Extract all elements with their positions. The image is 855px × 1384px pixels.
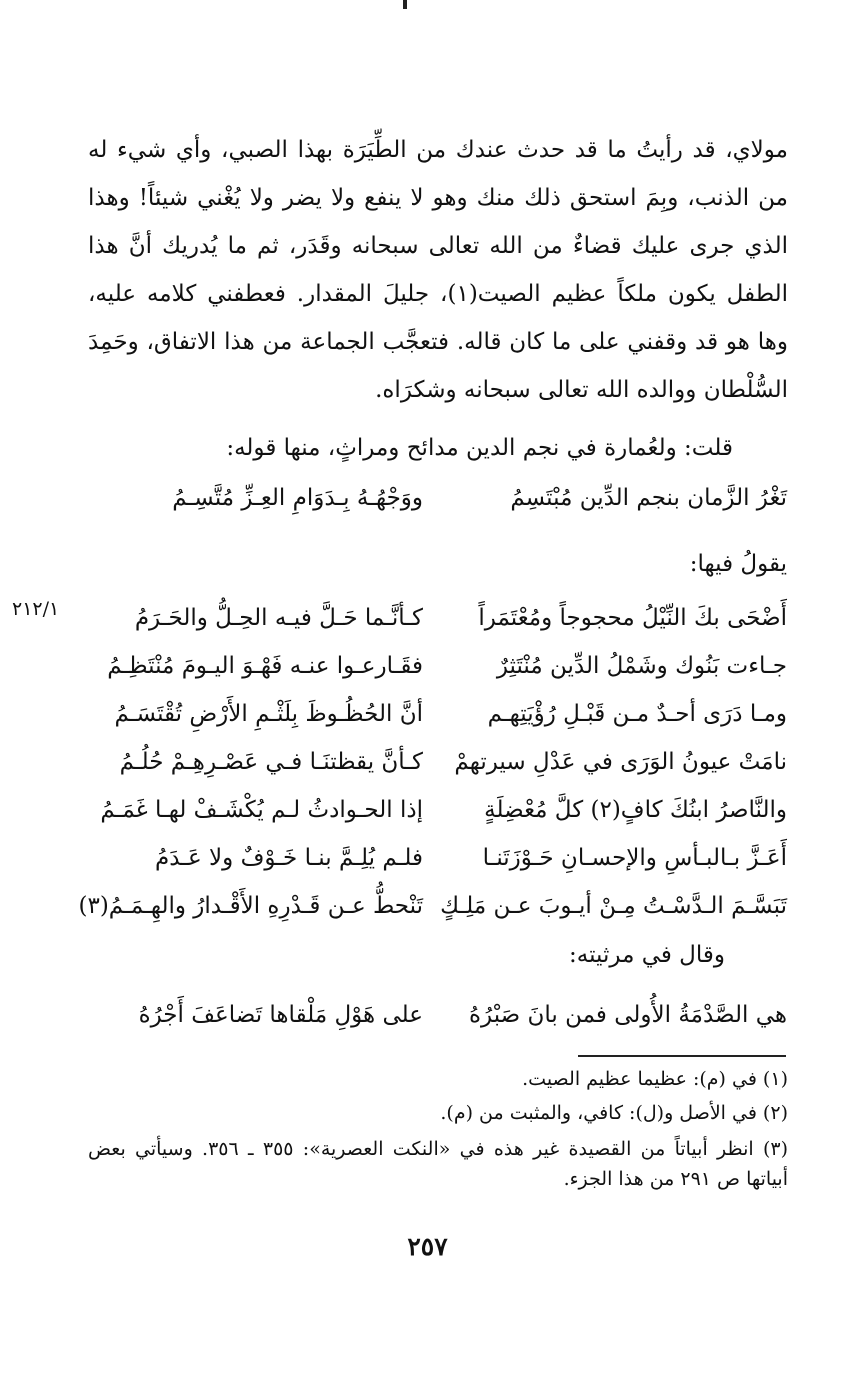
poem-line-6-first: أَعَـزَّ بـالبـأسِ والإحسـانِ حَـوْزَتَنـا <box>482 845 787 871</box>
prose-paragraph: مولاي، قد رأيتُ ما قد حدث عندك من الطِّيَرَة بهذا الصبي، وأي شيء له من الذنب، وبِمَ استحق ذلك منك وهو لا ينفع ولا يضر ولا يُغْني شيئاً! وهذا الذي جرى عليك قضاءٌ من الله تعالى سبحانه وقَدَر، ثم ما يُدريك أنَّ هذا الطفل يكون ملكاً عظيم الصيت(١)، جليلَ المقدار. فعطفني كلامه عليه، وها هو قد وقفني على ما كان قاله. فتعجَّب الجماعة من هذا الاتفاق، وحَمِدَ السُّلْطان ووالده الله تعالى سبحانه وشكرَاه. <box>88 137 788 403</box>
poem-line-5-first: والنَّاصرُ ابنُكَ كافٍ(٢) كلَّ مُعْضِلَةٍ <box>484 797 787 823</box>
footnote-2: (٢) في الأصل و(ل): كافي، والمثبت من (م). <box>440 1102 788 1124</box>
footnote-3: (٣) انظر أبياتاً من القصيدة غير هذه في «النكت العصرية»: ٣٥٥ ـ ٣٥٦. وسيأتي بعض أبياتها ص ٢٩١ من هذا الجزء. <box>88 1138 788 1190</box>
section-label-elegy: وقال في مرثيته: <box>569 942 725 968</box>
poem-line-5-second: إذا الحـوادثُ لـم يُكْشَـفْ لهـا غَمَـمُ <box>100 797 423 823</box>
footnote-divider <box>578 1055 786 1057</box>
poem-line-2-first: جـاءت بَنُوك وشَمْلُ الدِّين مُنْتَثِرٌ <box>496 653 787 679</box>
poem-line-3-second: أنَّ الحُظُـوظَ بِلَثْـمِ الأَرْضِ تُقْتَسَـمُ <box>114 701 423 727</box>
poem-line-2-second: فقَـارعـوا عنـه فَهْـوَ اليـومَ مُنْتَظِـمُ <box>107 653 423 679</box>
verse-1-first-hemistich: تَغْرُ الزَّمان بنجم الدِّين مُبْتَسِمُ <box>510 485 787 511</box>
intro-line: قلت: ولعُمارة في نجم الدين مدائح ومراثٍ، منها قوله: <box>226 435 733 461</box>
section-label: يقولُ فيها: <box>689 551 787 577</box>
top-margin-mark <box>403 0 407 9</box>
verse-1-second-hemistich: ووَجْهُـهُ بِـدَوَامِ العِـزِّ مُتَّسِـمُ <box>172 485 423 511</box>
footnote-1: (١) في (م): عظيما عظيم الصيت. <box>522 1068 788 1090</box>
poem-line-7-first: تَبَسَّـمَ الـدَّسْـتُ مِـنْ أيـوبَ عـن مَلِـكٍ <box>440 893 787 919</box>
poem-line-4-first: نامَتْ عيونُ الوَرَى في عَدْلِ سيرتهمْ <box>454 749 787 775</box>
poem-line-3-first: ومـا دَرَى أحـدٌ مـن قَبْـلِ رُؤْيَتِهـم <box>487 701 787 727</box>
elegy-verse-first: هي الصَّدْمَةُ الأُولى فمن بانَ صَبْرُهُ <box>468 1002 787 1028</box>
poem-line-1-second: كـأنَّـما حَـلَّ فيـه الحِـلُّ والحَـرَمُ <box>134 605 423 631</box>
poem-line-4-second: كـأنَّ يقظتنَـا فـي عَصْـرِهِـمْ حُلُـمُ <box>119 749 423 775</box>
margin-reference: ٢١٢/١ <box>12 598 60 620</box>
poem-line-7-second: تَنْحطُّ عـن قَـدْرِهِ الأَقْـدارُ والهِـمَـمُ(٣) <box>78 893 423 919</box>
poem-line-6-second: فلـم يُلِـمَّ بنـا خَـوْفٌ ولا عَـدَمُ <box>154 845 423 871</box>
page-number: ٢٥٧ <box>407 1232 448 1261</box>
elegy-verse-second: على هَوْلِ مَلْقاها تَضاعَفَ أَجْرُهُ <box>138 1002 423 1028</box>
poem-line-1-first: أَضْحَى بكَ النِّيْلُ محجوجاً ومُعْتَمَراً <box>478 605 787 631</box>
